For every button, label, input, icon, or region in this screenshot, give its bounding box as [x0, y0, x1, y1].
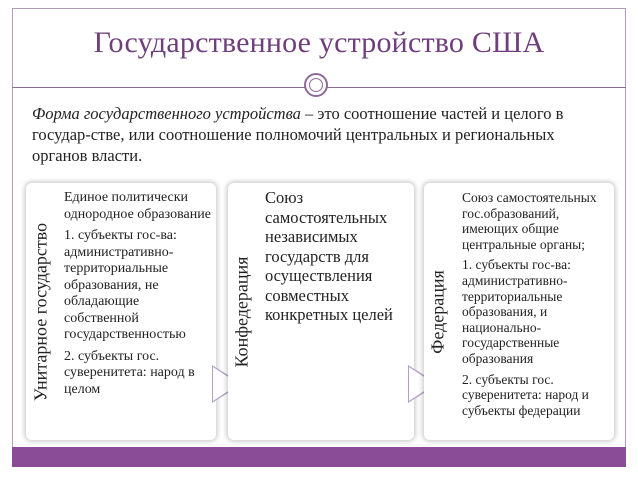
- federation-label-box: [425, 183, 451, 440]
- slide-title: Государственное устройство США: [93, 26, 545, 59]
- confederation-text: [265, 188, 410, 325]
- unitary-item: Единое политически однородное образование: [64, 190, 211, 222]
- confederation-label-box: [229, 183, 255, 440]
- federation-item: 1. субъекты гос-ва: административно-территориальные образования, и национально-государственные образования: [462, 257, 571, 366]
- confederation-label: Конфедерация: [231, 256, 252, 367]
- confederation-item: Союз самостоятельных независимых государств для осуществления совместных конкретных целей: [265, 188, 393, 324]
- federation-item: Союз самостоятельных гос.образований, имеющих общие центральные органы;: [462, 190, 597, 252]
- federation-label: Федерация: [427, 269, 448, 354]
- intro-definition: – это соотношение частей и целого в государ-стве, или соотношение полномочий центральных и региональных органов власти.: [32, 104, 564, 165]
- intro-paragraph: [32, 103, 612, 166]
- federation-text: [462, 190, 612, 418]
- unitary-item: 2. субъекты гос. суверенитета: народ в целом: [64, 348, 195, 397]
- unitary-label-box: [28, 183, 54, 440]
- intro-term: Форма государственного устройства: [32, 104, 301, 123]
- footer-bar: [12, 447, 626, 467]
- federation-item: 2. субъекты гос. суверенитета: народ и субъекты федерации: [462, 371, 589, 418]
- divider-circle-ornament: [304, 73, 328, 97]
- unitary-text: [64, 190, 214, 398]
- unitary-item: 1. субъекты гос-ва: административно-территориальные образования, не обладающие собственной государственностью: [64, 228, 186, 342]
- unitary-label: Унитарное государство: [30, 222, 51, 401]
